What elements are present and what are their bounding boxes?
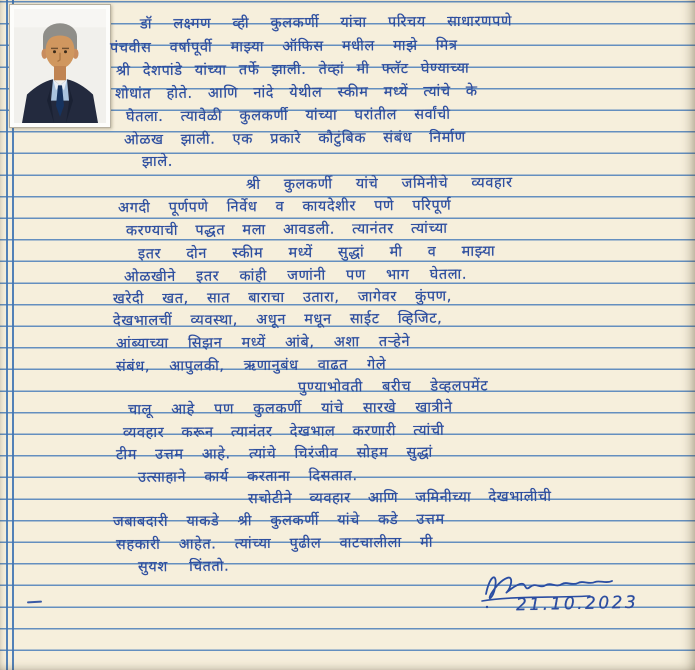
letter-line: आंब्याच्या सिझन मध्यें आंबे, अशा तऱ्हेने [115,333,411,353]
letter-line: खरेदी खत, सात बाराचा उतारा, जागेवर कुंपण, [112,288,453,308]
letter-line: झाले. [141,153,174,171]
letter-line: चालू आहे पण कुलकर्णी यांचे सारखे खात्रीने [127,399,453,419]
letter-line: देखभालचीं व्यवस्था, अधून मधून साईट व्हिजिट, [112,310,443,330]
letter-line: इतर दोन स्कीम मध्यें सुद्धां मी व माझ्या [137,243,496,263]
letter-line: ओळखीने इतर कांही जणांनी पण भाग घेतला. [123,266,468,286]
letter-line: सहकारी आहेत. त्यांच्या पुढील वाटचालीला मी [115,534,434,554]
letter-line: संबंध, आपुलकी, ऋणानुबंध वाढत गेले [115,356,387,376]
letter-line: अगदी पूर्णपणे निर्वेध व कायदेशीर पणे परिपूर्ण [117,197,452,217]
letter-line: व्यवहार करून त्यानंतर देखभाल करणारी त्यांची [122,422,445,442]
letter-line: घेतला. त्यावेळी कुलकर्णी यांच्या घरांतील सर्वांची [125,106,451,126]
portrait-photo-image [14,9,106,123]
letter-line: उत्साहाने कार्य करताना दिसतात. [137,468,358,486]
letter-line: करण्याची पद्धत मला आवडली. त्यानंतर त्यांच्या [125,220,448,240]
letter-line: श्री देशपांडे यांच्या तर्फे झाली. तेव्हां मी फ्लॅट घेण्याच्या [115,60,470,80]
letter-line: पंचवीस वर्षापूर्वी माझ्या ऑफिस मधील माझे मित्र [109,37,458,57]
portrait-photo [9,4,111,128]
letter-line: टीम उत्तम आहे. त्यांचे चिरंजीव सोहम सुद्धां [115,444,433,464]
letter-line: श्री कुलकर्णी यांचे जमिनीचे व्यवहार [245,174,513,194]
letter-line: ओळख झाली. एक प्रकारे कौटुंबिक संबंध निर्माण [123,129,466,149]
pen-dash-mark [27,601,42,604]
margin-line [6,0,8,670]
date: 21.10.2023 [515,592,639,616]
letter-line: पुण्याभोवती बरीच डेव्हलपमेंट [297,378,489,396]
letter-line: डॉ लक्ष्मण व्ही कुलकर्णी यांचा परिचय साधारणपणे [139,13,513,33]
letter-line: सुयश चिंततो. [137,558,230,576]
letter-line: सचोटीने व्यवहार आणि जमिनीच्या देखभालीची [247,488,552,508]
letter-line: शोधांत होते. आणि नांदे येथील स्कीम मध्यें त्यांचे के [114,83,478,103]
letter-line: जबाबदारी याकडे श्री कुलकर्णी यांचे कडे उत्तम [112,511,445,531]
